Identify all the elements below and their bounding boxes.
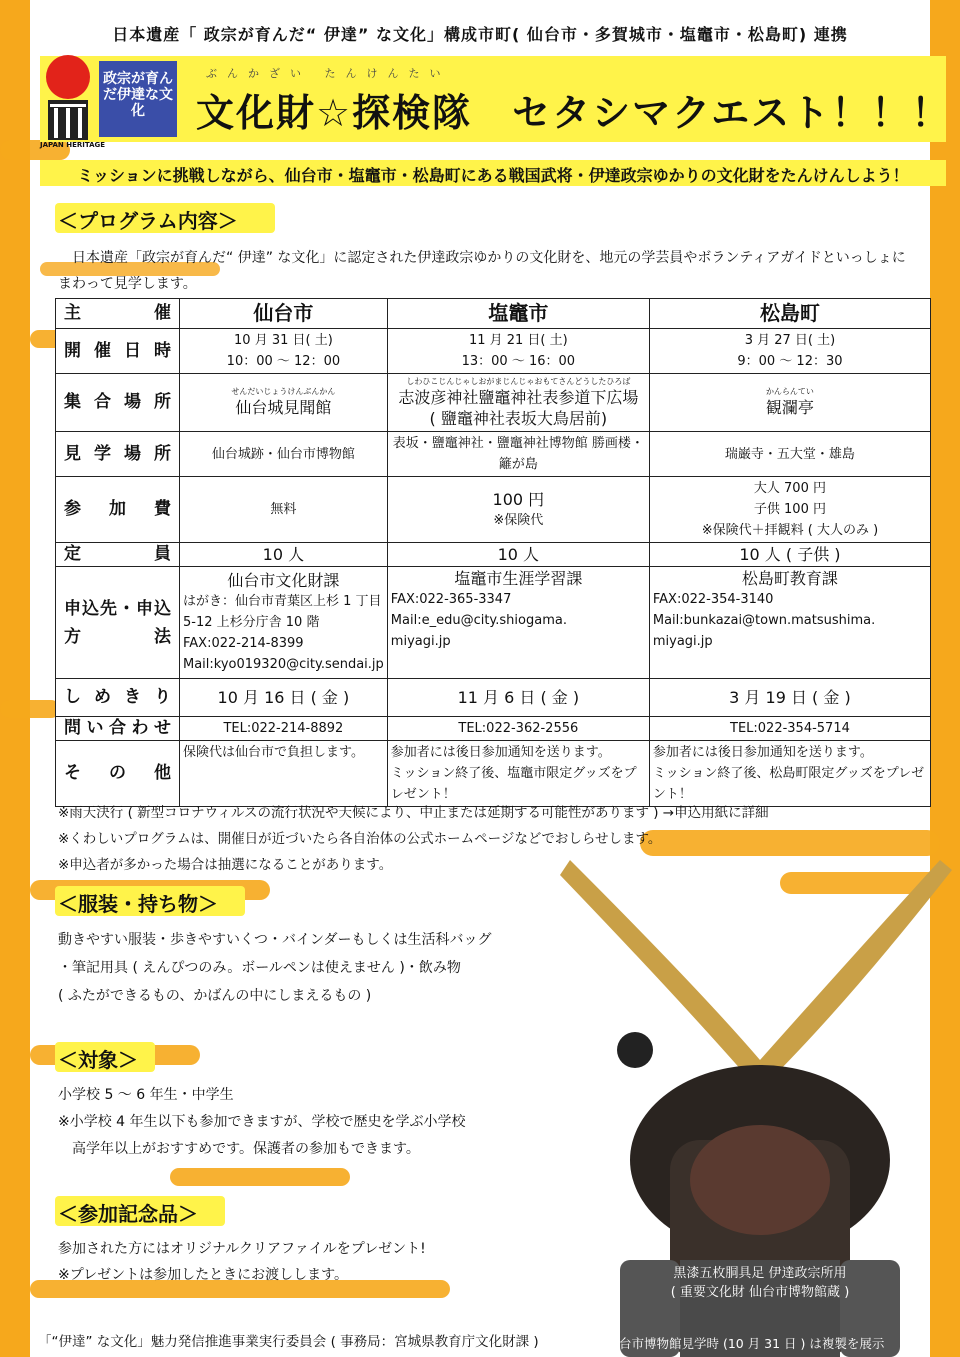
apply-line: miyagi.jp [652, 634, 713, 649]
date-culture-badge: 政宗が育んだ伊達な文化 [96, 58, 180, 140]
other-cell [649, 741, 930, 807]
gift-line: ※プレゼントは参加したときにお渡しします。 [58, 1267, 349, 1283]
apply-name: 松島町教育課 [741, 569, 838, 588]
note-line: ※くわしいプログラムは、開催日が近づいたら各自治体の公式ホームページなどでおしらせします。 [58, 831, 662, 847]
other-note: 参加者には後日参加通知を送ります。 [652, 745, 873, 760]
capacity: 10 人 [387, 543, 649, 567]
apply-line: はがき：仙台市青葉区上杉 1 丁目 [183, 594, 382, 609]
city-shiogama: 塩竈市 [387, 299, 649, 329]
row-header: 問い合わせ [56, 717, 180, 741]
apply-line: Mail:e_edu@city.shiogama. [390, 613, 567, 628]
row-header: しめきり [56, 679, 180, 717]
apply-line: miyagi.jp [390, 634, 451, 649]
japan-heritage-gate-icon [48, 100, 88, 140]
row-header: 集合場所 [56, 374, 180, 432]
other-note: 参加者には後日参加通知を送ります。 [390, 745, 611, 760]
deco-stripe [0, 700, 60, 718]
apply-cell [649, 567, 930, 679]
apply-line: FAX:022-354-3140 [652, 592, 774, 607]
ruby: しわひこじんじゃしおがまじんじゃおもてさんどうしたひろば [406, 376, 631, 386]
apply-name: 仙台市文化財課 [227, 571, 340, 590]
city-matsushima: 松島町 [649, 299, 930, 329]
apply-line: FAX:022-214-8399 [183, 636, 304, 651]
clothing-list [58, 926, 578, 1010]
title-ruby: ぶんかざい たんけんたい [206, 67, 451, 80]
note-line: ※雨天決行 ( 新型コロナウィルスの流行状況や天候により、中止または延期する可能性があります ) →申込用紙に詳細 [58, 805, 769, 821]
program-intro: 日本遺産「政宗が育んだ“ 伊達” な文化」に認定された伊達政宗ゆかりの文化財を、地元の学芸員やボランティアガイドといっしょにまわって見学します。 [58, 250, 906, 292]
target-line: 高学年以上がおすすめです。保護者の参加もできます。 [58, 1141, 420, 1157]
capacity: 10 人 [180, 543, 388, 567]
page-title: 文化財☆探検隊 セタシマクエスト！！！ [196, 91, 952, 135]
visit-place: 仙台城跡・仙台市博物館 [180, 432, 388, 477]
caption-line: ( 重要文化財 仙台市博物館蔵 ) [670, 1285, 850, 1300]
apply-cell [180, 567, 388, 679]
meeting-cell [387, 374, 649, 432]
clothing-line: ( ふたができるもの、かばんの中にしまえるもの ) [58, 988, 372, 1004]
date-cell [180, 329, 388, 374]
gift-heading: ＜参加記念品＞ [58, 1202, 198, 1226]
meeting-place: 志波彦神社鹽竈神社表参道下広場 [398, 387, 639, 407]
fee: 大人 700 円 [753, 481, 826, 496]
fee: 100 円 [492, 489, 545, 509]
time: 10：00 ～ 12：00 [226, 354, 341, 369]
visit-place: 表坂・鹽竈神社・鹽竈神社博物館 勝画楼・籬が島 [387, 432, 649, 477]
caption-note: ※仙台市博物館見学時 (10 月 31 日 ) は複製を展示 [596, 1336, 885, 1351]
deadline: 3 月 19 日 ( 金 ) [649, 679, 930, 717]
other-cell [387, 741, 649, 807]
mission-text: ミッションに挑戦しながら、仙台市・塩竈市・松島町にある戦国武将・伊達政宗ゆかりの文化財をたんけんしよう！ [77, 166, 909, 185]
target-line: 小学校 5 ～ 6 年生・中学生 [58, 1087, 234, 1103]
japan-heritage-logo-icon [46, 55, 90, 99]
armor-caption [610, 1262, 910, 1300]
deco-stripe [170, 1168, 350, 1186]
meeting-cell [649, 374, 930, 432]
row-header: その他 [56, 741, 180, 807]
time: 13：00 ～ 16：00 [461, 354, 576, 369]
capacity: 10 人 ( 子供 ) [649, 543, 930, 567]
fee-note: ※保険代 [493, 512, 544, 528]
caption-line: 黒漆五枚胴具足 伊達政宗所用 [673, 1266, 847, 1281]
fee-cell [649, 477, 930, 543]
apply-name: 塩竈市生涯学習課 [454, 569, 583, 588]
date-cell [387, 329, 649, 374]
fee-note: ※保険代＋拝観料 ( 大人のみ ) [701, 523, 879, 538]
ruby: かんらんてい [765, 387, 814, 396]
visit-place: 瑞巌寺・五大堂・雄島 [649, 432, 930, 477]
program-table [55, 298, 931, 807]
other-note: ミッション終了後、塩竈市限定グッズをプレゼント！ [390, 766, 637, 802]
clothing-heading: ＜服装・持ち物＞ [58, 892, 218, 916]
apply-line: Mail:kyo019320@city.sendai.jp [183, 657, 384, 672]
apply-line: Mail:bunkazai@town.matsushima. [652, 613, 876, 628]
header-topline: 日本遺産「 政宗が育んだ“ 伊達” な文化」構成市町( 仙台市・多賀城市・塩竈市・松島町) 連携 [112, 25, 848, 44]
gift-list [58, 1236, 558, 1288]
apply-line: 5-12 上杉分庁舎 10 階 [183, 615, 320, 630]
meeting-cell [180, 374, 388, 432]
date-cell [649, 329, 930, 374]
row-header: 参加費 [56, 477, 180, 543]
row-header: 見学場所 [56, 432, 180, 477]
row-header: 定 員 [56, 543, 180, 567]
deadline: 10 月 16 日 ( 金 ) [180, 679, 388, 717]
target-line: ※小学校 4 年生以下も参加できますが、学校で歴史を学ぶ小学校 [58, 1114, 466, 1130]
contact-tel: TEL:022-354-5714 [649, 717, 930, 741]
date: 3 月 27 日( 土) [744, 333, 836, 348]
apply-line: FAX:022-365-3347 [390, 592, 512, 607]
clothing-line: ・筆記用具 ( えんぴつのみ。ボールペンは使えません )・飲み物 [58, 960, 461, 976]
gift-line: 参加された方にはオリジナルクリアファイルをプレゼント! [58, 1241, 426, 1257]
note-line: ※申込者が多かった場合は抽選になることがあります。 [58, 857, 393, 873]
row-header: 開催日時 [56, 329, 180, 374]
deadline: 11 月 6 日 ( 金 ) [387, 679, 649, 717]
logo-caption: JAPAN HERITAGE [40, 141, 106, 149]
date: 10 月 31 日( 土) [234, 333, 333, 348]
row-header: 申込先・申込方法 [56, 567, 180, 679]
ruby: せんだいじょうけんぶんかん [231, 387, 336, 396]
fee: 無料 [180, 477, 388, 543]
fee: 子供 100 円 [753, 502, 826, 517]
footer-organizer: 「“伊達” な文化」魅力発信推進事業実行委員会 ( 事務局：宮城県教育庁文化財課 ) [38, 1334, 539, 1350]
row-header: 主 催 [56, 299, 180, 329]
contact-tel: TEL:022-362-2556 [387, 717, 649, 741]
meeting-place: 観瀾亭 [765, 398, 814, 417]
clothing-line: 動きやすい服装・歩きやすいくつ・バインダーもしくは生活科バッグ [58, 932, 492, 948]
date: 11 月 21 日( 土) [468, 333, 568, 348]
program-heading: ＜プログラム内容＞ [58, 209, 238, 233]
meeting-place: 仙台城見聞館 [235, 398, 332, 417]
apply-cell [387, 567, 649, 679]
other-note: ミッション終了後、松島町限定グッズをプレゼント！ [652, 766, 925, 802]
city-sendai: 仙台市 [180, 299, 388, 329]
other-note: 保険代は仙台市で負担します。 [180, 741, 388, 807]
fee-cell [387, 477, 649, 543]
target-heading: ＜対象＞ [58, 1048, 138, 1072]
contact-tel: TEL:022-214-8892 [180, 717, 388, 741]
target-list [58, 1082, 558, 1163]
meeting-sub: ( 鹽竈神社表坂大鳥居前) [429, 408, 608, 428]
time: 9：00 ～ 12：30 [737, 354, 843, 369]
